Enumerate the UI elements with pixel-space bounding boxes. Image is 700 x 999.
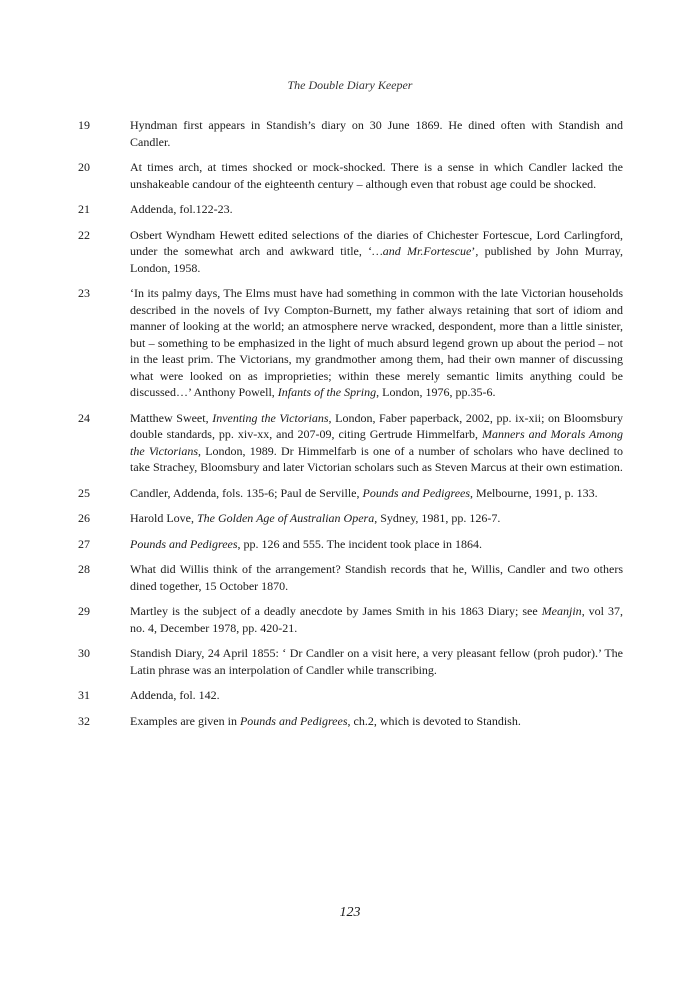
endnote-text: [130, 227, 623, 277]
endnote-text-segment: Standish Diary, 24 April 1855: ‘ Dr Candler on a visit here, a very pleasant fellow (proh pudor).’ The Latin phrase was an interpolation of Candler while transcribing.: [130, 646, 623, 677]
endnote-number: 23: [78, 286, 90, 300]
endnote-title-italic: Meanjin: [541, 604, 582, 618]
endnote-text-segment: Hyndman first appears in Standish’s diary on 30 June 1869. He dined often with Standish and Candler.: [130, 118, 623, 149]
endnote-title-italic: Pounds and Pedigrees: [362, 485, 471, 500]
endnote-text: [130, 117, 623, 150]
endnote-number: 21: [78, 202, 90, 216]
endnote-text-segment: , Melbourne, 1991, p. 133.: [470, 485, 598, 500]
endnote-19: [78, 117, 623, 150]
endnote-number: 29: [78, 604, 90, 618]
endnote-32: [78, 713, 623, 730]
endnote-26: [78, 510, 623, 527]
endnote-text: [130, 410, 623, 476]
endnote-text: [130, 645, 623, 678]
endnote-text: [130, 561, 623, 594]
endnote-title-italic: Manners and Morals Among the Victorians: [130, 427, 623, 458]
endnote-31: [78, 687, 623, 704]
endnote-text-segment: , London, Faber paperback, 2002, pp. ix-xii; on Bloomsbury double standards, pp. xiv-xx, and 207-09, citing Gertrude Himmelfarb,: [130, 410, 624, 441]
endnote-27: [78, 536, 623, 553]
endnote-21: [78, 201, 623, 218]
endnote-text-segment: Addenda, fol. 142.: [130, 688, 220, 702]
endnote-number: 22: [78, 227, 90, 242]
endnote-text-segment: , London, 1989. Dr Himmelfarb is one of a number of scholars who have declined to take Strachey, Bloomsbury and later Victorian scholars such as Steven Marcus at their own estimation.: [130, 443, 623, 474]
endnote-23: [78, 285, 623, 401]
endnote-title-italic: Pounds and Pedigrees: [239, 713, 348, 728]
endnote-title-italic: The Golden Age of Australian Opera: [196, 511, 375, 525]
running-header: The Double Diary Keeper: [287, 78, 413, 92]
endnote-number: 24: [78, 410, 90, 425]
endnote-text-segment: ’, published by John Murray, London, 1958.: [130, 244, 623, 275]
endnote-text-segment: Osbert Wyndham Hewett edited selections of the diaries of Chichester Fortescue, Lord Carlingford, under the somewhat arch and awkward title, ‘: [130, 227, 623, 258]
endnote-title-italic: Pounds and Pedigrees: [130, 536, 238, 551]
endnote-29: [78, 603, 623, 636]
endnote-text: [130, 201, 623, 218]
endnote-text: [130, 603, 623, 636]
endnote-text-segment: At times arch, at times shocked or mock-shocked. There is a sense in which Candler lacked the unshakeable candour of the eighteenth century – although even that robust age could be shocked.: [130, 160, 623, 191]
endnote-text-segment: , vol 37, no. 4, December 1978, pp. 420-21.: [130, 604, 623, 635]
endnote-text-segment: , Sydney, 1981, pp. 126-7.: [374, 511, 501, 525]
endnote-text-segment: Addenda, fol.122-23.: [130, 202, 233, 216]
endnote-text-segment: , London, 1976, pp.35-6.: [376, 385, 496, 399]
endnotes-list: [78, 117, 623, 738]
endnote-number: 26: [78, 511, 90, 525]
endnote-25: [78, 485, 623, 502]
endnote-number: 30: [78, 646, 90, 660]
endnote-title-italic: Inventing the Victorians: [212, 410, 329, 425]
endnote-title-italic: Infants of the Spring: [277, 385, 377, 399]
endnote-number: 19: [78, 118, 90, 132]
endnote-24: [78, 410, 623, 476]
endnote-text-segment: Candler, Addenda, fols. 135-6; Paul de Serville,: [130, 485, 363, 500]
endnote-text: [130, 687, 623, 704]
page-number: 123: [339, 905, 361, 920]
endnote-text-segment: , pp. 126 and 555. The incident took place in 1864.: [237, 536, 482, 551]
endnote-title-italic: …and Mr.Fortescue: [372, 244, 472, 258]
endnote-text-segment: Martley is the subject of a deadly anecdote by James Smith in his 1863 Diary; see: [130, 604, 542, 618]
endnote-text-segment: Matthew Sweet,: [130, 410, 213, 425]
endnote-text: [130, 713, 623, 730]
endnote-22: [78, 227, 623, 277]
endnote-number: 20: [78, 160, 90, 174]
endnote-28: [78, 561, 623, 594]
endnote-number: 28: [78, 562, 90, 576]
endnote-text: [130, 285, 623, 401]
endnote-text: [130, 159, 623, 192]
endnote-30: [78, 645, 623, 678]
endnote-number: 27: [78, 536, 90, 551]
endnote-number: 25: [78, 485, 90, 500]
endnote-20: [78, 159, 623, 192]
endnote-text-segment: Harold Love,: [130, 511, 197, 525]
endnote-number: 31: [78, 688, 90, 702]
endnote-text-segment: What did Willis think of the arrangement? Standish records that he, Willis, Candler and two others dined together, 15 October 1870.: [130, 562, 623, 593]
endnote-text: [130, 510, 623, 527]
endnote-text: [130, 485, 623, 502]
endnote-text-segment: Examples are given in: [130, 713, 240, 728]
endnote-number: 32: [78, 713, 90, 728]
endnote-text-segment: , ch.2, which is devoted to Standish.: [347, 713, 521, 728]
endnote-text: [130, 536, 623, 553]
endnote-text-segment: ‘In its palmy days, The Elms must have had something in common with the late Victorian households described in the novels of Ivy Compton-Burnett, my father always retaining that sort of idiom and manner of looking at the world; an atmosphere nerve wracked, despondent, more than a little sinister, but – something to be emphasized in the light of much absurd legend grown up about the period – not in the least prim. The Victorians, my grandmother among them, had their own manner of discussing what were looked on as improprieties; within these merely semantic limits anything could be discussed…’ Anthony Powell,: [130, 286, 623, 399]
